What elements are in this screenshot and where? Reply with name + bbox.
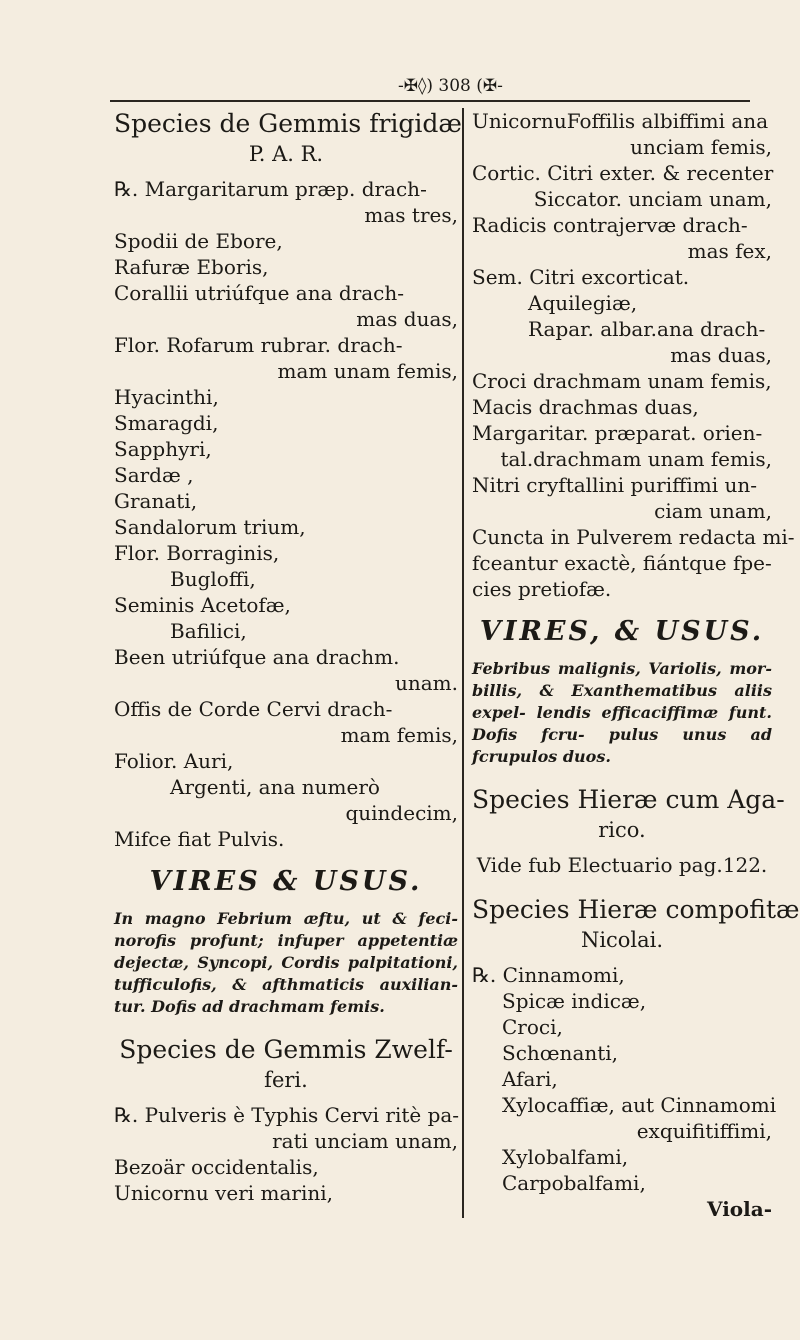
recipe-line: Afari,: [502, 1067, 558, 1091]
recipe-line: unciam femis,: [630, 135, 772, 159]
recipe-line: exquifitiffimi,: [636, 1119, 772, 1143]
recipe-line: fceantur exactè, fiántque fpe-: [472, 551, 772, 575]
recipe-line: Aquilegiæ,: [528, 291, 638, 315]
recipe-line: Cortic. Citri exter. & recenter: [472, 161, 774, 185]
recipe-line: Croci drachmam unam femis,: [472, 369, 772, 393]
recipe-line: Granati,: [114, 489, 198, 513]
right-column: [472, 108, 800, 1222]
recipe-line: Offis de Corde Cervi drach-: [114, 697, 393, 721]
recipe-line: Radicis contrajervæ drach-: [472, 213, 748, 237]
page-number: -✠◊) 308 (✠-: [390, 76, 511, 96]
recipe-line: Hyacinthi,: [114, 385, 219, 409]
recipe-line: Schœnanti,: [502, 1041, 619, 1065]
recipe-line: unam.: [394, 671, 458, 695]
recipe-line: Croci,: [502, 1015, 563, 1039]
recipe-line: Spodii de Ebore,: [114, 229, 283, 253]
recipe-line: Cuncta in Pulverem redacta mi-: [472, 525, 795, 549]
recipe-line: UnicornuFoffilis albiffimi ana: [472, 109, 769, 133]
recipe-line: Sapphyri,: [114, 437, 212, 461]
section-title: Species Hieræ cum Aga-: [472, 785, 785, 814]
recipe-line: Rafuræ Eboris,: [114, 255, 269, 279]
recipe-line: cies pretiofæ.: [472, 577, 612, 601]
recipe-line: Margaritar. præparat. orien-: [472, 421, 763, 445]
recipe-line: Sardæ ,: [114, 463, 194, 487]
recipe-line: ciam unam,: [654, 499, 772, 523]
section-subtitle: Nicolai.: [580, 928, 664, 952]
vires-heading: VIRES, & USUS.: [479, 616, 765, 647]
recipe-line: Seminis Acetofæ,: [114, 593, 291, 617]
recipe-line: ℞. Cinnamomi,: [472, 963, 625, 987]
cross-reference: Vide fub Electuario pag.122.: [476, 853, 768, 877]
recipe-line: rati unciam unam,: [272, 1129, 458, 1153]
column-divider: [462, 108, 464, 1218]
recipe-line: Sandalorum trium,: [114, 515, 306, 539]
recipe-line: Macis drachmas duas,: [472, 395, 699, 419]
catchword: Viola-: [707, 1197, 772, 1221]
recipe-line: Bugloffi,: [170, 567, 256, 591]
recipe-line: Flor. Borraginis,: [114, 541, 280, 565]
recipe-line: ℞. Pulveris è Typhis Cervi ritè pa-: [114, 1103, 460, 1127]
recipe-line: Flor. Rofarum rubrar. drach-: [114, 333, 403, 357]
recipe-line: Unicornu veri marini,: [114, 1181, 333, 1205]
header-rule: [110, 100, 750, 102]
recipe-line: Carpobalfami,: [502, 1171, 646, 1195]
recipe-line: Argenti, ana numerò: [170, 775, 380, 799]
usus-paragraph: Febribus malignis, Variolis, mor- billis, & Exanthematibus aliis expel- lendis efficaciffimæ funt. Dofis fcru- pulus unus ad fcrupulos duos.: [472, 659, 772, 766]
recipe-line: Bafilici,: [170, 619, 247, 643]
section-title: Species de Gemmis frigidæ: [114, 109, 462, 138]
section-subtitle: rico.: [598, 818, 646, 842]
recipe-line: Bezoär occidentalis,: [114, 1155, 319, 1179]
recipe-line: Been utriúfque ana drachm.: [114, 645, 400, 669]
left-column: [114, 108, 462, 1206]
recipe-line: Xylocaffiæ, aut Cinnamomi: [502, 1093, 777, 1117]
recipe-line: mas tres,: [364, 203, 458, 227]
recipe-line: mas fex,: [687, 239, 772, 263]
recipe-line: quindecim,: [345, 801, 458, 825]
recipe-line: Rapar. albar.ana drach-: [528, 317, 766, 341]
recipe-line: Nitri cryftallini puriffimi un-: [472, 473, 757, 497]
recipe-line: Smaragdi,: [114, 411, 219, 435]
recipe-line: Folior. Auri,: [114, 749, 234, 773]
recipe-line: Corallii utriúfque ana drach-: [114, 281, 405, 305]
section-title: Species Hieræ compofitæ: [472, 895, 800, 924]
vires-heading: VIRES & USUS.: [149, 866, 423, 897]
recipe-line: Mifce fiat Pulvis.: [114, 827, 285, 851]
recipe-line: Xylobalfami,: [502, 1145, 629, 1169]
recipe-line: Sem. Citri excorticat.: [472, 265, 690, 289]
recipe-line: tal.drachmam unam femis,: [500, 447, 772, 471]
usus-paragraph: In magno Febrium æftu, ut & feci- norofis profunt; infuper appetentiæ dejectæ, Syncopi, Cordis palpitationi, tufficulofis, & afthmaticis auxilian- tur. Dofis ad drachmam femis.: [114, 909, 458, 1016]
recipe-line: Spicæ indicæ,: [502, 989, 647, 1013]
recipe-line: mam femis,: [340, 723, 458, 747]
section-title: Species de Gemmis Zwelf-: [119, 1035, 453, 1064]
recipe-line: mas duas,: [670, 343, 772, 367]
recipe-line: mam unam femis,: [277, 359, 458, 383]
recipe-line: Siccator. unciam unam,: [533, 187, 772, 211]
recipe-line: mas duas,: [356, 307, 458, 331]
page-header: [110, 72, 750, 102]
section-subtitle: P. A. R.: [248, 142, 324, 166]
recipe-line: ℞. Margaritarum præp. drach-: [114, 177, 427, 201]
section-subtitle: feri.: [264, 1068, 308, 1092]
